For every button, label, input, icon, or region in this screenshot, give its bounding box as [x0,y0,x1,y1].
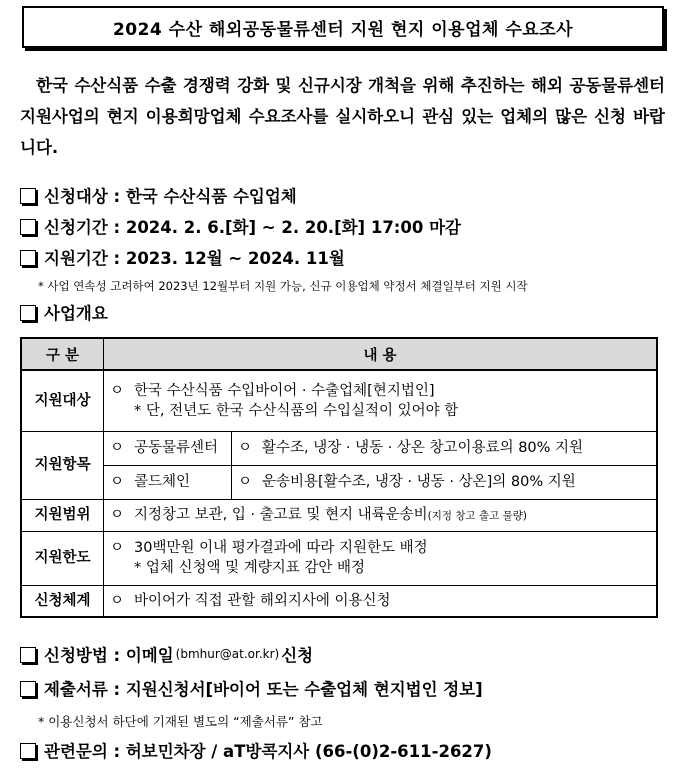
checkbox-icon [20,647,36,663]
table-row-scope [21,499,657,531]
item-contact [20,738,492,762]
row-val-coldchain: ㅇ 운송비용[활수조, 냉장 · 냉동 · 상온]의 80% 지원 [232,465,658,499]
item-overview-text: 사업개요 [44,304,108,323]
item-overview [20,300,108,324]
item-period [20,214,461,238]
item-documents [20,676,483,700]
row-content-target: ㅇ 한국 수산식품 수입바이어 · 수출업체[현지법인] * 단, 전년도 한국 수산식품의 수입실적이 있어야 함 [104,370,658,431]
checkbox-icon [20,681,36,697]
page-title: 2024 수산 해외공동물류센터 지원 현지 이용업체 수요조사 [22,6,664,48]
row-content-scope: ㅇ 지정창고 보관, 입 · 출고료 및 현지 내륙운송비(지정 창고 출고 물량) [104,499,658,531]
item-method-email: (bmhur@at.or.kr) [175,647,280,661]
item-method-prefix: 신청방법 : 이메일 [44,646,174,665]
row-sub-coldchain: ㅇ 콜드체인 [104,465,232,499]
table-row-system [21,585,657,617]
table-row-items-2 [21,465,657,499]
documents-note: * 이용신청서 하단에 기재된 별도의 “제출서류” 참고 [38,714,323,729]
item-method-suffix: 신청 [281,646,314,665]
item-target-text: 신청대상 : 한국 수산식품 수입업체 [44,187,297,206]
item-period-text: 신청기간 : 2024. 2. 6.[화] ~ 2. 20.[화] 17:00 마감 [44,218,461,237]
row-label-limit: 지원한도 [21,531,104,585]
row-label-target: 지원대상 [21,370,104,431]
table-header-row [21,338,657,370]
checkbox-icon [20,219,36,235]
item-target [20,183,297,207]
checkbox-icon [20,743,36,759]
table-row-items-1 [21,431,657,465]
row-label-scope: 지원범위 [21,499,104,531]
table-header-content: 내 용 [104,338,658,370]
item-contact-text: 관련문의 : 허보민차장 / aT방콕지사 (66-(0)2-611-2627) [44,742,492,761]
row-sub-logistics: ㅇ 공동물류센터 [104,431,232,465]
intro-paragraph: 한국 수산식품 수출 경쟁력 강화 및 신규시장 개척을 위해 추진하는 해외 공동물류센터 지원사업의 현지 이용희망업체 수요조사를 실시하오니 관심 있는 업체의 많은 신청 바랍니다. [20,76,665,157]
table-row-limit [21,531,657,585]
table-row-target [21,370,657,431]
table-header-category: 구 분 [21,338,104,370]
overview-table [20,337,658,618]
row-content-system: ㅇ 바이어가 직접 관할 해외지사에 이용신청 [104,585,658,617]
item-support-period [20,245,345,269]
item-documents-text: 제출서류 : 지원신청서[바이어 또는 수출업체 현지법인 정보] [44,680,483,699]
item-support-period-text: 지원기간 : 2023. 12월 ~ 2024. 11월 [44,249,345,268]
checkbox-icon [20,188,36,204]
checkbox-icon [20,250,36,266]
row-content-limit: ㅇ 30백만원 이내 평가결과에 따라 지원한도 배정 * 업체 신청액 및 계량지표 감안 배정 [104,531,658,585]
row-val-logistics: ㅇ 활수조, 냉장 · 냉동 · 상온 창고이용료의 80% 지원 [232,431,658,465]
row-label-system: 신청체계 [21,585,104,617]
checkbox-icon [20,305,36,321]
item-method [20,642,313,666]
support-period-note: * 사업 연속성 고려하여 2023년 12월부터 지원 가능, 신규 이용업체 약정서 체결일부터 지원 시작 [38,279,528,293]
row-label-items: 지원항목 [21,431,104,499]
